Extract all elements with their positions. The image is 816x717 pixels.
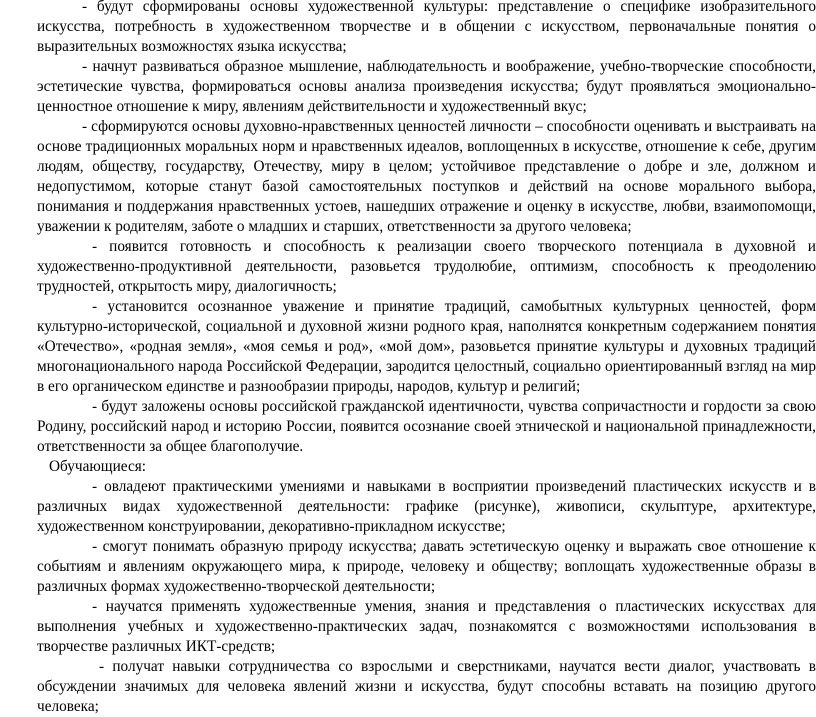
paragraph-practical-skills: - овладеют практическими умениями и навыками в восприятии произведений пластических искусств и в различных видах художественной деятельности: графике (рисунке), живописи, скульптуре, архитектуре, художественном конструировании, декоративно-прикладном искусстве; (37, 478, 816, 535)
paragraph-cooperation: - получат навыки сотрудничества со взрослыми и сверстниками, научатся вести диалог, участвовать в обсуждении значимых для человека явлений жизни и искусства, будут способны вставать на позицию другого человека; (37, 658, 816, 715)
paragraph-figurative-nature: - смогут понимать образную природу искусства; давать эстетическую оценку и выражать свое отношение к событиям и явлениям окружающего мира, к природе, человеку и обществу; воплощать художественные образы в различных формах художественно-творческой деятельности; (37, 538, 816, 595)
document-page (37, 0, 816, 717)
paragraph-moral-values: - сформируются основы духовно-нравственных ценностей личности – способности оценивать и выстраивать на основе традиционных моральных норм и нравственных идеалов, воплощенных в искусстве, отношение к себе, другим людям, обществу, государству, Отечеству, миру в целом; устойчивое представление о добре и зле, должном и недопустимом, которые станут базой самостоятельных поступков и действий на основе морального выбора, понимания и поддержания нравственных устоев, нашедших отражение и оценку в искусстве, любви, взаимопомощи, уважении к родителям, заботе о младших и старших, ответственности за другого человека; (37, 118, 816, 235)
paragraph-students-heading: Обучающиеся: (49, 458, 147, 475)
paragraph-creative-readiness: - появится готовность и способность к реализации своего творческого потенциала в духовной и художественно-продуктивной деятельности, разовьется трудолюбие, оптимизм, способность к преодолению трудностей, открытость миру, диалогичность; (37, 238, 816, 295)
paragraph-civic-identity: - будут заложены основы российской гражданской идентичности, чувства сопричастности и гордости за свою Родину, российский народ и историю России, появится осознание своей этнической и национальной принадлежности, ответственности за общее благополучие. (37, 398, 816, 455)
paragraph-apply-skills: - научатся применять художественные умения, знания и представления о пластических искусствах для выполнения учебных и художественно-практических задач, познакомятся с возможностями использования в творчестве различных ИКТ-средств; (37, 598, 816, 655)
paragraph-traditions-respect: - установится осознанное уважение и принятие традиций, самобытных культурных ценностей, форм культурно-исторической, социальной и духовной жизни родного края, наполнятся конкретным содержанием понятия «Отечество», «родная земля», «моя семья и род», «мой дом», разовьется принятие культуры и духовных традиций многонационального народа Российской Федерации, зародится целостный, социально ориентированный взгляд на мир в его органическом единстве и разнообразии природы, народов, культур и религий; (37, 298, 816, 395)
paragraph-imaginative-thinking: - начнут развиваться образное мышление, наблюдательность и воображение, учебно-творческие способности, эстетические чувства, формироваться основы анализа произведения искусства; будут проявляться эмоционально-ценностное отношение к миру, явлениям действительности и художественный вкус; (37, 58, 816, 115)
paragraph-art-culture: - будут сформированы основы художественной культуры: представление о специфике изобразительного искусства, потребность в художественном творчестве и в общении с искусством, первоначальные понятия о выразительных возможностях языка искусства; (37, 0, 816, 55)
